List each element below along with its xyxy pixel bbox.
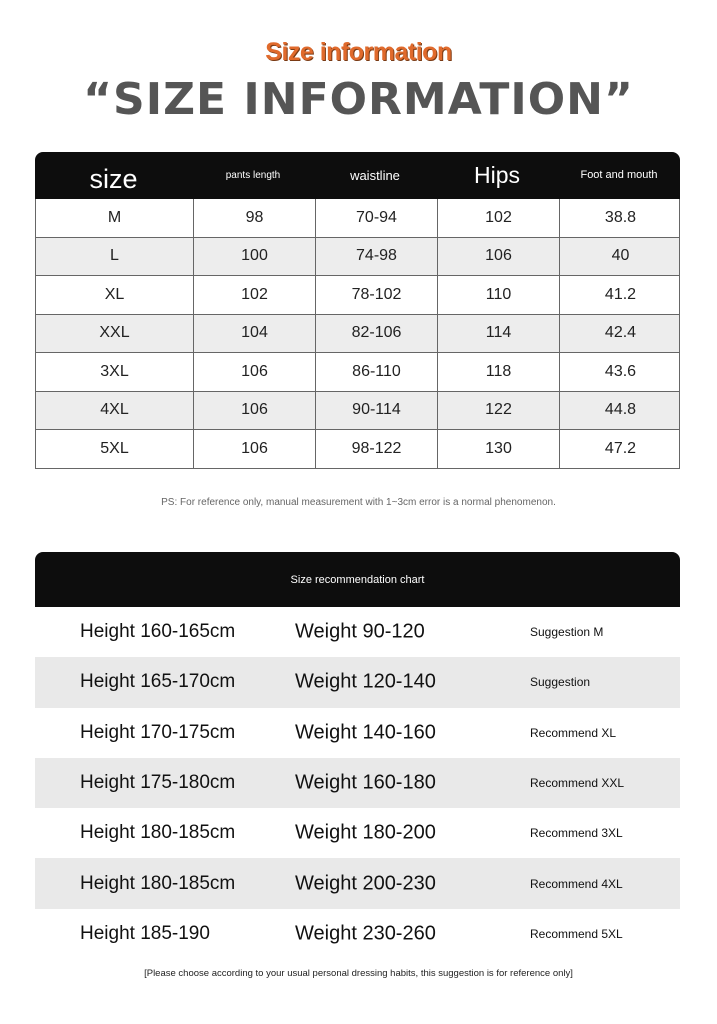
height-range: Height 170-175cm [80,721,236,743]
pants-length-cell: 106 [193,392,315,430]
recommendation-header [35,552,680,607]
list-item [35,657,680,707]
weight-range: Weight 200-230 [295,872,436,895]
header-foot-and-mouth: Foot and mouth [580,169,658,181]
height-range: Height 180-185cm [80,822,236,844]
list-item [35,808,680,858]
size-cell: 3XL [100,362,129,380]
foot-mouth-cell: 40 [559,238,681,276]
size-suggestion: Recommend 5XL [530,926,623,941]
foot-mouth-cell: 43.6 [559,353,681,391]
table-row [35,276,680,315]
waistline-cell: 78-102 [315,276,437,314]
size-suggestion: Suggestion M [530,625,604,640]
table-row [35,199,680,238]
size-cell: XXL [99,324,130,342]
table-row [35,392,680,431]
header-pants-length: pants length [225,170,281,181]
size-suggestion: Recommend XXL [530,776,625,791]
size-suggestion: Recommend 3XL [530,826,623,841]
height-range: Height 175-180cm [80,772,236,794]
weight-range: Weight 140-160 [295,721,436,744]
hips-cell: 122 [437,392,559,430]
list-item [35,758,680,808]
size-table-header [35,152,680,199]
waistline-cell: 74-98 [315,238,437,276]
table-row [35,238,680,277]
foot-mouth-cell: 38.8 [559,199,681,237]
hips-cell: 102 [437,199,559,237]
subtitle: Size information [265,38,452,66]
hips-cell: 118 [437,353,559,391]
waistline-cell: 90-114 [315,392,437,430]
weight-range: Weight 160-180 [295,771,436,794]
waistline-cell: 82-106 [315,315,437,353]
table-row [35,353,680,392]
list-item [35,858,680,908]
pants-length-cell: 106 [193,430,315,468]
page-title: “SIZE INFORMATION” [83,74,634,125]
header-size: size [89,164,138,194]
waistline-cell: 70-94 [315,199,437,237]
waistline-cell: 86-110 [315,353,437,391]
size-table-body [35,199,680,469]
size-table [35,152,680,469]
height-range: Height 160-165cm [80,621,236,643]
hips-cell: 110 [437,276,559,314]
hips-cell: 114 [437,315,559,353]
hips-cell: 106 [437,238,559,276]
foot-mouth-cell: 44.8 [559,392,681,430]
list-item [35,708,680,758]
pants-length-cell: 104 [193,315,315,353]
list-item [35,607,680,657]
header-hips: Hips [473,162,520,188]
size-cell: 4XL [100,401,129,419]
size-suggestion: Recommend 4XL [530,876,623,891]
weight-range: Weight 120-140 [295,670,436,693]
table-row [35,430,680,469]
foot-mouth-cell: 41.2 [559,276,681,314]
waistline-cell: 98-122 [315,430,437,468]
size-suggestion: Suggestion [530,675,591,690]
pants-length-cell: 106 [193,353,315,391]
pants-length-cell: 102 [193,276,315,314]
recommendation-title: Size recommendation chart [290,573,425,586]
height-range: Height 180-185cm [80,872,236,894]
size-cell: M [107,208,122,226]
table-row [35,315,680,354]
list-item [35,909,680,959]
recommendation-table [35,607,680,959]
weight-range: Weight 180-200 [295,821,436,844]
measurement-note: PS: For reference only, manual measurement with 1~3cm error is a normal phenomenon. [161,497,556,508]
foot-mouth-cell: 42.4 [559,315,681,353]
size-cell: XL [104,285,125,303]
weight-range: Weight 90-120 [295,620,425,643]
size-cell: L [110,247,119,265]
height-range: Height 165-170cm [80,671,236,693]
footer-note: [Please choose according to your usual personal dressing habits, this suggestion is for reference only] [144,968,573,979]
foot-mouth-cell: 47.2 [559,430,681,468]
pants-length-cell: 100 [193,238,315,276]
height-range: Height 185-190 [80,922,210,944]
hips-cell: 130 [437,430,559,468]
size-suggestion: Recommend XL [530,725,617,740]
header-waistline: waistline [350,168,400,183]
pants-length-cell: 98 [193,199,315,237]
weight-range: Weight 230-260 [295,922,436,945]
size-cell: 5XL [100,439,129,457]
